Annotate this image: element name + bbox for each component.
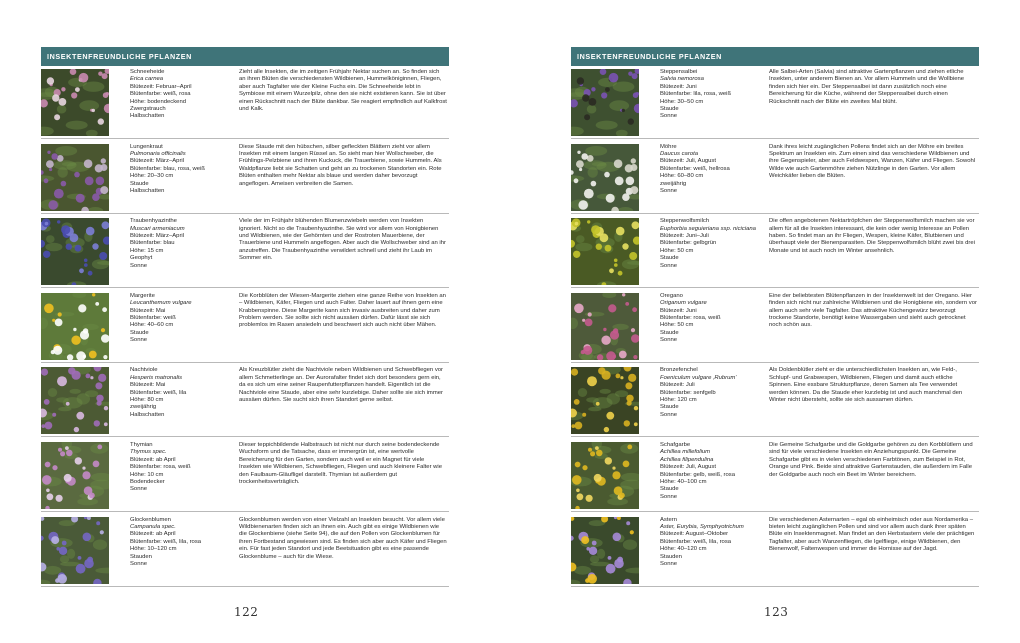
plant-fact: Blütezeit: Mai xyxy=(130,382,166,389)
scientific-name: Achillea millefolium xyxy=(660,449,711,456)
plant-fact: Geophyt xyxy=(130,255,153,262)
plant-name: Thymian xyxy=(130,441,153,448)
plant-description: Eine der beliebtesten Blütenpflanzen in der Insektenwelt ist der Oregano. Hier finden sich nicht nur zahlreiche Wildbienen und die Honigbiene ein, sondern vor allem auch sehr viele Tagfalter. Das attraktive Küchengewürz bevorzugt trockene Standorte, benötigt keine Wassergaben und sieht auch getrocknet noch schön aus. xyxy=(769,292,977,329)
scientific-name: Thymus spec. xyxy=(130,449,167,456)
plant-fact: Blütezeit: August–Oktober xyxy=(660,531,729,538)
plant-facts xyxy=(660,69,765,121)
plant-facts xyxy=(130,144,235,196)
plant-name: Möhre xyxy=(660,143,677,150)
plant-fact: Staude xyxy=(660,486,679,493)
plant-row xyxy=(571,67,979,139)
plant-fact: Höhe: 10 cm xyxy=(130,471,164,478)
plant-description: Alle Salbei-Arten (Salvia) sind attraktive Gartenpflanzen und ziehen etliche Insekten, unter anderem Bienen an. Vor allem Hummeln und die Wollbiene finden sich hier ein. Der Steppensalbei ist dann zusätzlich noch eine Bereicherung für die Küche, während der Steppensalbei durch einen Rückschnitt nach der Blüte ein zweites Mal blüht. xyxy=(769,69,965,105)
scientific-name: Foeniculum vulgare ‚Rubrum‘ xyxy=(660,374,737,381)
plant-fact: Blütezeit: Juli, August xyxy=(660,464,716,471)
plant-facts xyxy=(130,69,235,121)
plant-name: Astern xyxy=(660,516,678,523)
plant-fact: Höhe: 10–120 cm xyxy=(130,546,177,553)
plant-fact: Sonne xyxy=(130,337,148,344)
fennel-photo-icon xyxy=(571,367,639,434)
plant-fact: Blütezeit: Juni–Juli xyxy=(660,233,709,239)
plant-fact: Blütenfarbe: weiß, lila, rosa xyxy=(130,538,202,545)
scientific-name: Daucus carota xyxy=(660,151,698,157)
plant-name: Traubenhyazinthe xyxy=(130,218,177,225)
plant-row xyxy=(41,440,449,512)
plant-fact: Zwergstrauch xyxy=(130,106,166,113)
plant-row xyxy=(571,216,979,288)
plant-row xyxy=(41,142,449,214)
plant-fact: Blütenfarbe: senfgelb xyxy=(660,389,716,396)
euphorbia-photo-icon xyxy=(571,218,639,285)
plant-facts xyxy=(130,517,235,569)
plant-fact: Staude xyxy=(130,329,149,336)
plant-fact: Blütezeit: März–April xyxy=(130,233,185,239)
plant-description: Die Gemeine Schafgarbe und die Goldgarbe gehören zu den Korbblütlern und sind für viele verschiedene Insekten ein Anziehungspunkt. Die Gemeine Schafgarbe gibt es in vielen verschiedenen Farbtönen, zum Beispiel in Rot, Orange und Pink. Beide sind attraktive Gartenstauden, die außerdem im Falle der Goldgarbe auch noch ein Beet im Winter bereichern. xyxy=(769,441,973,478)
plant-fact: Blütezeit: Juli xyxy=(660,382,695,389)
plant-fact: Sonne xyxy=(660,188,678,195)
plant-fact: Blütenfarbe: rosa, weiß xyxy=(130,464,191,471)
plant-fact: Blütezeit: Juni xyxy=(660,83,697,90)
plant-name: Steppensalbei xyxy=(660,69,698,75)
plant-row xyxy=(41,365,449,437)
scientific-name: Origanum vulgare xyxy=(660,300,707,307)
plant-fact: Staude xyxy=(130,180,149,187)
plant-fact: Blütezeit: ab April xyxy=(130,456,176,463)
plant-fact: Blütenfarbe: gelb, weiß, rosa xyxy=(660,471,735,478)
carrot-flower-photo-icon xyxy=(571,144,639,211)
plant-fact: Staude xyxy=(660,106,679,113)
plant-row xyxy=(571,291,979,363)
section-header: INSEKTENFREUNDLICHE PFLANZEN xyxy=(41,47,449,66)
plant-fact: Blütezeit: Juni xyxy=(660,307,697,314)
scientific-name: Campanula spec. xyxy=(130,523,176,530)
plant-fact: Sonne xyxy=(130,561,148,567)
plant-list xyxy=(41,67,449,589)
plant-name: Schneeheide xyxy=(130,69,165,75)
plant-list xyxy=(571,67,979,589)
plant-row xyxy=(571,440,979,512)
plant-fact: Höhe: bodendeckend xyxy=(130,98,187,105)
plant-fact: zweijährig xyxy=(660,180,687,187)
scientific-name: Euphorbia seguieriana ssp. niciciana xyxy=(660,225,756,232)
plant-fact: Staude xyxy=(660,404,679,411)
plant-fact: Sonne xyxy=(660,113,678,120)
plant-row xyxy=(571,142,979,214)
plant-description: Als Doldenblütler zieht er die unterschiedlichsten Insekten an, wie Feld-, Schlupf- und Grabwespen, Wildbienen, Fliegen und damit auch etliche Spinnen. Eine essbare Strukturpflanze, deren Samen als Tee verwendet werden können. Da die Staude eher kurzlebig ist und auch manchmal den Winter nicht übersteht, sollte sie sich aussamen dürfen. xyxy=(769,367,963,403)
salvia-photo-icon xyxy=(571,69,639,136)
plant-fact: Sonne xyxy=(130,486,148,493)
plant-facts xyxy=(130,218,235,270)
plant-fact: Stauden xyxy=(130,553,152,560)
plant-facts xyxy=(660,442,765,501)
plant-fact: Stauden xyxy=(660,553,682,560)
plant-fact: Höhe: 120 cm xyxy=(660,397,697,403)
scientific-name: Achillea filipendulina xyxy=(660,456,714,463)
plant-fact: Blütenfarbe: blau, rosa, weiß xyxy=(130,165,205,172)
oregano-photo-icon xyxy=(571,293,639,360)
plant-facts xyxy=(130,367,235,419)
plant-fact: Blütenfarbe: lila, rosa, weiß xyxy=(660,91,732,98)
plant-name: Bronzefenchel xyxy=(660,367,698,374)
plant-description: Die offen angebotenen Nektartröpfchen der Steppenwolfsmilch machen sie vor allem für all die Insekten interessant, die kein oder wenig Interesse an Pollen haben. So findet man an ihr Fliegen, Wespen, kleine Käfer, Blutbienen und überhaupt viele der Bienenparasiten. Die Steppenwolfsmilch blüht zwei bis drei Monate und ist auch noch im Winter ansehnlich. xyxy=(769,218,975,254)
plant-facts xyxy=(660,293,765,345)
plant-name: Glockenblumen xyxy=(130,516,171,523)
plant-description: Diese Staude mit den hübschen, silber gefleckten Blättern zieht vor allem Insekten mit einem langen Rüssel an. So sieht man hier Wollschweber, die Frühlings-Pelzbiene und ihren Kuckuck, die Trauerbiene, sowie Hummeln. Als Waldpflanze liebt sie Schatten und geht an zu trockenen Standorten ein. Rote Blüten enthalten mehr Nektar als blaue und werden daher bevorzugt angeflogen. Ameisen verbreiten die Samen. xyxy=(239,143,442,187)
plant-name: Nachtviole xyxy=(130,367,158,374)
section-header: INSEKTENFREUNDLICHE PFLANZEN xyxy=(571,47,979,66)
plant-fact: Sonne xyxy=(660,493,678,500)
plant-fact: Blütenfarbe: weiß, lila, rosa xyxy=(660,538,732,545)
plant-fact: Blütenfarbe: weiß, rosa xyxy=(130,91,191,98)
plant-description: Viele der im Frühjahr blühenden Blumenzwiebeln werden von Insekten ignoriert. Nicht so die Traubenhyazinthe. Sie wird vor allem von Honigbienen und Wildbienen, wie der Gehörnten und der Rostroten Mauerbiene, der Trauerbiene und Hummeln angeflogen. Aber auch die Wollschweber sind an ihr anzutreffen. Die Traubenhyazinthe verwildert schnell und zieht ihr Laub im Sommer ein. xyxy=(239,218,446,262)
plant-fact: Halbschatten xyxy=(130,188,165,195)
scientific-name: Salvia nemorosa xyxy=(660,76,704,83)
plant-description: Zieht alle Insekten, die im zeitigen Frühjahr Nektar suchen an. So finden sich an ihren Blüten die verschiedensten Wildbienen, Hummelköniginnen, Fliegen, aber auch Tagfalter wie der Kleine Fuchs ein. Die Schneeheide lebt in Symbiose mit einem Wurzelpilz, ohne den sie nicht existieren kann. Sie ist über einen Rückschnitt nach der Blüte dankbar. Sie reagiert empfindlich auf Kalkfrost und Kalk. xyxy=(239,69,447,113)
scientific-name: Aster, Eurybia, Symphyotrichum xyxy=(660,523,744,530)
plant-row xyxy=(571,365,979,437)
plant-facts xyxy=(660,144,765,196)
plant-facts xyxy=(660,517,765,569)
thyme-photo-icon xyxy=(41,442,109,509)
scientific-name: Erica carnea xyxy=(130,76,164,83)
plant-description: Dieser teppichbildende Halbstrauch ist nicht nur durch seine bodendeckende Wuchsform und die Tatsache, dass er immergrün ist, eine wertvolle Bereicherung für den Garten, sondern auch weil er ein Magnet für viele Insekten wie Wildbienen, Schwebfliegen, Fliegen und auch kleinere Falter wie den Faulbaum-Gläufligel darstellt. Thymian ist außerdem gut trockenheitsverträglich. xyxy=(239,441,443,485)
plant-facts xyxy=(660,218,765,270)
plant-description: Glockenblumen werden von einer Vielzahl an Insekten besucht. Vor allem viele Wildbienenarten finden sich an ihnen ein. Auch gibt es einige Wildbienen wie die Glockenbiene (siehe Seite 94), die auf den Pollen von Glockenblumen für ihren Fortbestand angewiesen sind. Es finden sich aber auch Käfer und Fliegen ein. Für fast jeden Standort und jede Beetsituation gibt es eine passende Glockenblume – auch für die Wiese. xyxy=(239,516,447,560)
plant-facts xyxy=(130,442,235,494)
plant-fact: Höhe: 80 cm xyxy=(130,397,164,403)
plant-facts xyxy=(130,293,235,345)
plant-fact: Blütenfarbe: weiß xyxy=(130,315,176,321)
plant-fact: Blütenfarbe: weiß, hellrosa xyxy=(660,165,730,172)
plant-fact: Blütezeit: Februar–April xyxy=(130,83,192,90)
plant-fact: Höhe: 20–30 cm xyxy=(130,173,174,180)
plant-fact: Sonne xyxy=(660,411,678,418)
plant-fact: Blütenfarbe: gelbgrün xyxy=(660,240,717,247)
plant-row xyxy=(41,216,449,288)
plant-fact: Blütezeit: ab April xyxy=(130,531,176,538)
plant-name: Oregano xyxy=(660,292,683,299)
plant-fact: Sonne xyxy=(660,337,678,344)
plant-fact: Halbschatten xyxy=(130,411,165,418)
plant-fact: Blütenfarbe: weiß, lila xyxy=(130,389,187,396)
page-number: 123 xyxy=(764,605,789,619)
plant-fact: Höhe: 15 cm xyxy=(130,247,164,254)
plant-row xyxy=(571,515,979,587)
plant-name: Lungenkraut xyxy=(130,143,163,150)
plant-fact: zweijährig xyxy=(130,404,157,411)
plant-fact: Höhe: 40–120 cm xyxy=(660,546,707,553)
scientific-name: Leucanthemum vulgare xyxy=(130,300,192,307)
plant-fact: Blütenfarbe: rosa, weiß xyxy=(660,315,721,321)
plant-fact: Höhe: 60–80 cm xyxy=(660,173,704,180)
plant-description: Als Kreuzblütler zieht die Nachtviole neben Wildbienen und Schwebfliegen vor allem Schmetterlinge an. Der Aurorafalter findet sich dort besonders gern ein, da es sich um eine seiner Raupenfutterpflanzen handelt. Eigentlich ist die Nachtviole eine Staude, aber eine sehr kurzlebige. Daher sollte sie sich immer aussäen dürfen. Sie sucht sich ihren Standort gerne selbst. xyxy=(239,367,444,403)
yarrow-photo-icon xyxy=(571,442,639,509)
scientific-name: Pulmonaria officinalis xyxy=(130,151,186,157)
plant-fact: Blütenfarbe: blau xyxy=(130,240,175,247)
plant-facts xyxy=(660,367,765,419)
plant-name: Schafgarbe xyxy=(660,441,691,448)
plant-fact: Staude xyxy=(660,255,679,262)
plant-fact: Höhe: 40–100 cm xyxy=(660,479,707,485)
plant-fact: Sonne xyxy=(130,262,148,269)
plant-fact: Halbschatten xyxy=(130,113,165,120)
right-page xyxy=(510,0,1020,643)
plant-fact: Blütezeit: Mai xyxy=(130,307,166,314)
plant-fact: Blütezeit: März–April xyxy=(130,158,185,165)
plant-fact: Höhe: 30–50 cm xyxy=(660,98,704,105)
daisy-photo-icon xyxy=(41,293,109,360)
muscari-photo-icon xyxy=(41,218,109,285)
plant-row xyxy=(41,67,449,139)
scientific-name: Hesperis matronalis xyxy=(130,374,183,381)
plant-fact: Sonne xyxy=(660,262,678,269)
plant-fact: Staude xyxy=(660,329,679,336)
heath-photo-icon xyxy=(41,69,109,136)
aster-photo-icon xyxy=(571,517,639,584)
lungwort-photo-icon xyxy=(41,144,109,211)
plant-fact: Sonne xyxy=(660,561,678,567)
plant-fact: Bodendecker xyxy=(130,479,165,485)
plant-row xyxy=(41,515,449,587)
plant-name: Margerite xyxy=(130,292,155,299)
page-number: 122 xyxy=(234,605,259,619)
plant-fact: Blütezeit: Juli, August xyxy=(660,158,716,165)
plant-description: Dank ihres leicht zugänglichen Pollens findet sich an der Möhre ein breites Spektrum an Insekten ein. Zum einen sind das verschiedene Wildbienen und ihre Gegenspieler, aber auch Feldwespen, Wanzen, Käfer und Fliegen. Sowohl Wilde wie auch Gartenmöhre ziehen Nützlinge in den Garten. Vor allem Weichkäfer lieben die Blüten. xyxy=(769,143,976,180)
dames-rocket-photo-icon xyxy=(41,367,109,434)
bellflower-photo-icon xyxy=(41,517,109,584)
scientific-name: Muscari armeniacum xyxy=(130,225,185,232)
plant-fact: Höhe: 50 cm xyxy=(660,322,694,329)
plant-fact: Höhe: 50 cm xyxy=(660,247,694,254)
plant-name: Steppenwolfsmilch xyxy=(660,218,710,225)
plant-row xyxy=(41,291,449,363)
plant-description: Die verschiedenen Asternarten – egal ob einheimisch oder aus Nordamerika – bieten leicht zugänglichen Pollen und sind vor allem auch dank ihrer späten Blüte ein Insektenmagnet. Man findet an den Herbstastern viele der prächtigen Tagfalter, aber auch Wanzenfliegen, die Igelfliege, einige Wildbienen, den Bienenwolf, Faltenwespen und immer die Hornisse auf der Jagd. xyxy=(769,516,975,553)
plant-description: Die Korbblüten der Wiesen-Margerite ziehen eine ganze Reihe von Insekten an – Wildbienen, Käfer, Fliegen und auch Falter. Daher lauert auf ihnen gern eine Krabbenspinne. Diese Margerite kann sich invasiv ausbreiten und daher zum Problem werden. Sie sollte sich nicht aussäen dürfen. Dafür lässt sie sich problemlos im Rasen ansiedeln und beschwert sich auch nicht über Mähen. xyxy=(239,292,446,329)
plant-fact: Höhe: 40–60 cm xyxy=(130,322,174,329)
